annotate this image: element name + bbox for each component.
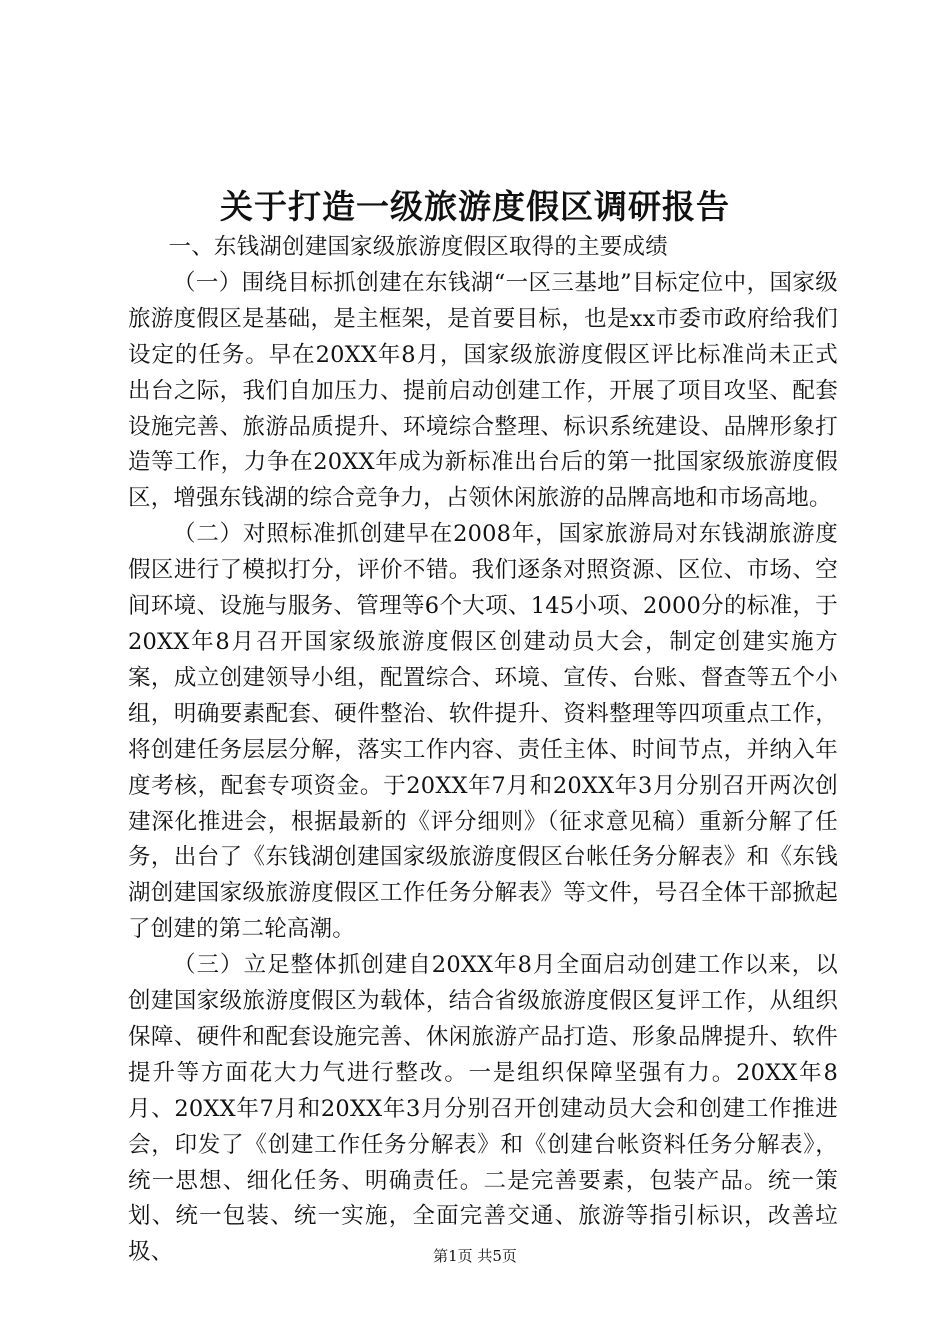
paragraph-2: （二）对照标准抓创建早在2008年，国家旅游局对东钱湖旅游度假区进行了模拟打分，评价不错。我们逐条对照资源、区位、市场、空间环境、设施与服务、管理等6个大项、145小项、2000分的标准，于20XX年8月召开国家级旅游度假区创建动员大会，制定创建实施方案，成立创建领导小组，配置综合、环境、宣传、台账、督查等五个小组，明确要素配套、硬件整治、软件提升、资料整理等四项重点工作，将创建任务层层分解，落实工作内容、责任主体、时间节点，并纳入年度考核，配套专项资金。于20XX年7月和20XX年3月分别召开两次创建深化推进会，根据最新的《评分细则》（征求意见稿）重新分解了任务，出台了《东钱湖创建国家级旅游度假区台帐任务分解表》和《东钱湖创建国家级旅游度假区工作任务分解表》等文件，号召全体干部掀起了创建的第二轮高潮。 xyxy=(128,521,838,943)
document-body xyxy=(128,230,838,1271)
document-title: 关于打造一级旅游度假区调研报告 xyxy=(220,187,730,226)
section-heading: 一、东钱湖创建国家级旅游度假区取得的主要成绩 xyxy=(168,234,668,260)
page-footer: 第1页 共5页 xyxy=(433,1247,517,1265)
paragraph-1: （一）围绕目标抓创建在东钱湖“一区三基地”目标定位中，国家级旅游度假区是基础，是主框架，是首要目标，也是xx市委市政府给我们设定的任务。早在20XX年8月，国家级旅游度假区评比标准尚未正式出台之际，我们自加压力、提前启动创建工作，开展了项目攻坚、配套设施完善、旅游品质提升、环境综合整理、标识系统建设、品牌形象打造等工作，力争在20XX年成为新标准出台后的第一批国家级旅游度假区，增强东钱湖的综合竞争力，占领休闲旅游的品牌高地和市场高地。 xyxy=(128,269,838,512)
paragraph-3: （三）立足整体抓创建自20XX年8月全面启动创建工作以来，以创建国家级旅游度假区为载体，结合省级旅游度假区复评工作，从组织保障、硬件和配套设施完善、休闲旅游产品打造、形象品牌提升、软件提升等方面花大力气进行整改。一是组织保障坚强有力。20XX年8月、20XX年7月和20XX年3月分别召开创建动员大会和创建工作推进会，印发了《创建工作任务分解表》和《创建台帐资料任务分解表》，统一思想、细化任务、明确责任。二是完善要素，包装产品。统一策划、统一包装、统一实施，全面完善交通、旅游等指引标识，改善垃圾、 xyxy=(128,952,838,1266)
